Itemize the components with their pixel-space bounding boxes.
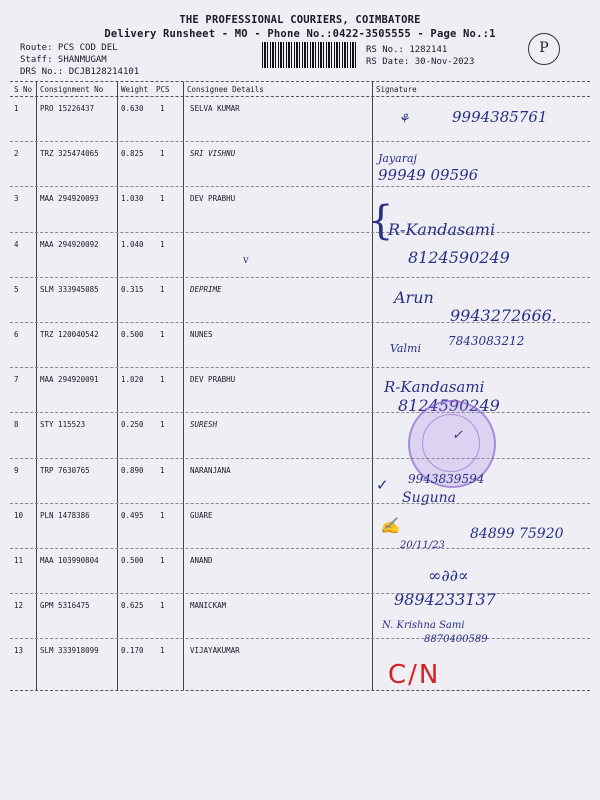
cell-weight: 0.890 xyxy=(121,465,144,475)
cell-consignment-no: PLN 1478386 xyxy=(40,510,90,520)
col-consignment-header: Consignment No xyxy=(40,85,104,94)
staff-label: Staff: SHANMUGAM xyxy=(20,55,107,65)
cell-sno: 3 xyxy=(14,194,19,204)
row-separator xyxy=(10,548,590,549)
row-separator xyxy=(10,186,590,187)
signature-mark: ⚘ xyxy=(398,112,410,127)
column-divider xyxy=(36,82,37,690)
handwritten-phone: 8124590249 xyxy=(408,248,510,267)
cell-consignee: MANICKAM xyxy=(190,601,227,611)
table-header-rule xyxy=(10,96,590,97)
route-label: Route: PCS COD DEL xyxy=(20,43,118,53)
cell-sno: 4 xyxy=(14,239,19,249)
column-divider xyxy=(183,82,184,690)
cell-consignment-no: TRP 7630765 xyxy=(40,465,90,475)
cell-weight: 0.630 xyxy=(121,104,144,113)
cell-weight: 0.170 xyxy=(121,646,144,656)
tick-mark: ✓ xyxy=(376,476,389,494)
cell-consignment-no: TRZ 120040542 xyxy=(40,330,99,339)
row-separator xyxy=(10,367,590,368)
cell-sno: 5 xyxy=(14,284,19,294)
cell-consignee: ANAND xyxy=(190,556,213,565)
row-separator xyxy=(10,412,590,413)
handwritten-signature: Arun xyxy=(394,288,434,307)
cell-pcs: 1 xyxy=(160,601,165,611)
cell-weight: 0.825 xyxy=(121,149,144,159)
cell-pcs: 1 xyxy=(160,420,165,430)
bracket-mark: { xyxy=(368,198,394,244)
handwritten-phone: 9994385761 xyxy=(452,108,548,126)
cell-consignment-no: GPM 5316475 xyxy=(40,601,90,611)
row-separator xyxy=(10,503,590,504)
cell-consignee: DEPRIME xyxy=(190,284,222,294)
handwritten-phone: 84899 75920 xyxy=(470,526,564,542)
cell-sno: 1 xyxy=(14,104,19,113)
cn-mark: C/N xyxy=(388,660,441,690)
handwritten-signature: R-Kandasami xyxy=(384,378,485,396)
row-separator xyxy=(10,277,590,278)
cell-consignee: SURESH xyxy=(190,420,218,430)
drs-number: DRS No.: DCJB128214101 xyxy=(20,67,140,77)
cell-weight: 0.250 xyxy=(121,420,144,430)
handwritten-phone: 9943272666. xyxy=(450,306,557,325)
cell-sno: 2 xyxy=(14,149,19,159)
cell-consignment-no: SLM 333918099 xyxy=(40,646,99,656)
cell-pcs: 1 xyxy=(160,104,165,113)
cell-sno: 10 xyxy=(14,510,24,520)
cell-consignment-no: MAA 294920092 xyxy=(40,239,99,249)
handwritten-phone: 9894233137 xyxy=(394,590,496,609)
cell-pcs: 1 xyxy=(160,646,165,656)
cell-pcs: 1 xyxy=(160,239,165,249)
cell-weight: 0.500 xyxy=(121,330,144,339)
signature-mark: ∞∂∂∝ xyxy=(428,566,469,585)
cell-pcs: 1 xyxy=(160,375,165,385)
cell-sno: 6 xyxy=(14,330,19,339)
handwritten-date: 20/11/23 xyxy=(400,540,445,551)
col-weight-header: Weight xyxy=(121,85,149,94)
cell-weight: 1.030 xyxy=(121,194,144,204)
row-separator xyxy=(10,232,590,233)
cell-pcs: 1 xyxy=(160,149,165,159)
cell-sno: 12 xyxy=(14,601,24,611)
cell-consignment-no: MAA 294920091 xyxy=(40,375,99,385)
handwritten-signature: Jayaraj xyxy=(378,152,417,165)
cell-consignee: SELVA KUMAR xyxy=(190,104,240,113)
cell-sno: 7 xyxy=(14,375,19,385)
cell-weight: 1.040 xyxy=(121,239,144,249)
handwritten-signature: N. Krishna Sami xyxy=(382,620,465,631)
cell-sno: 11 xyxy=(14,556,24,565)
handwritten-signature: Suguna xyxy=(402,490,456,506)
row-separator xyxy=(10,638,590,639)
cell-weight: 1.020 xyxy=(121,375,144,385)
table-bottom-rule xyxy=(10,690,590,691)
cell-consignment-no: MAA 294920093 xyxy=(40,194,99,204)
handwritten-phone: 99949 09596 xyxy=(378,166,479,184)
cell-weight: 0.625 xyxy=(121,601,144,611)
rs-number: RS No.: 1282141 xyxy=(366,45,448,55)
cell-consignee: NUNES xyxy=(190,330,213,339)
seal-signature-mark: ✓ xyxy=(452,428,463,443)
table-top-rule xyxy=(10,81,590,82)
col-sno-header: S No xyxy=(14,85,33,94)
cell-sno: 8 xyxy=(14,420,19,430)
row-separator xyxy=(10,593,590,594)
cell-pcs: 1 xyxy=(160,556,165,565)
cell-pcs: 1 xyxy=(160,510,165,520)
handwritten-phone: 8870400589 xyxy=(424,634,488,645)
column-divider xyxy=(372,82,373,690)
col-signature-header: Signature xyxy=(376,85,417,94)
col-consignee-header: Consignee Details xyxy=(187,85,264,94)
p-mark: P xyxy=(528,33,560,65)
cell-sno: 9 xyxy=(14,465,19,475)
rs-date: RS Date: 30-Nov-2023 xyxy=(366,57,475,67)
cell-consignee: GUARE xyxy=(190,510,213,520)
cell-consignment-no: SLM 333945085 xyxy=(40,284,99,294)
handwritten-phone: 7843083212 xyxy=(448,334,525,348)
cell-consignee: SRI VISHNU xyxy=(190,149,236,159)
handwritten-signature: Valmi xyxy=(390,342,421,355)
company-title: THE PROFESSIONAL COURIERS, COIMBATORE xyxy=(179,14,421,26)
cell-pcs: 1 xyxy=(160,284,165,294)
cell-consignee: DEV PRABHU xyxy=(190,375,236,385)
cell-consignee: VIJAYAKUMAR xyxy=(190,646,240,656)
cell-consignment-no: MAA 103990804 xyxy=(40,556,99,565)
column-divider xyxy=(117,82,118,690)
cell-consignment-no: PRO 15226437 xyxy=(40,104,95,113)
barcode xyxy=(262,42,358,68)
cell-pcs: 1 xyxy=(160,330,165,339)
handwritten-phone: 9943839594 xyxy=(408,472,485,486)
runsheet-subtitle: Delivery Runsheet - MO - Phone No.:0422-3505555 - Page No.:1 xyxy=(104,28,496,40)
cell-weight: 0.500 xyxy=(121,556,144,565)
col-pcs-header: PCS xyxy=(156,85,170,94)
cell-consignee: NARANJANA xyxy=(190,465,231,475)
row-separator xyxy=(10,458,590,459)
cell-pcs: 1 xyxy=(160,194,165,204)
cell-pcs: 1 xyxy=(160,465,165,475)
tick-mark: v xyxy=(243,255,249,266)
cell-weight: 0.495 xyxy=(121,510,144,520)
handwritten-phone: 8124590249 xyxy=(398,396,500,415)
cell-consignee: DEV PRABHU xyxy=(190,194,236,204)
cell-weight: 0.315 xyxy=(121,284,144,294)
cell-consignment-no: STY 115523 xyxy=(40,420,86,430)
handwritten-signature: R-Kandasami xyxy=(388,220,496,239)
signature-mark: ✍ xyxy=(380,516,400,535)
cell-consignment-no: TRZ 325474065 xyxy=(40,149,99,159)
row-separator xyxy=(10,141,590,142)
cell-sno: 13 xyxy=(14,646,24,656)
